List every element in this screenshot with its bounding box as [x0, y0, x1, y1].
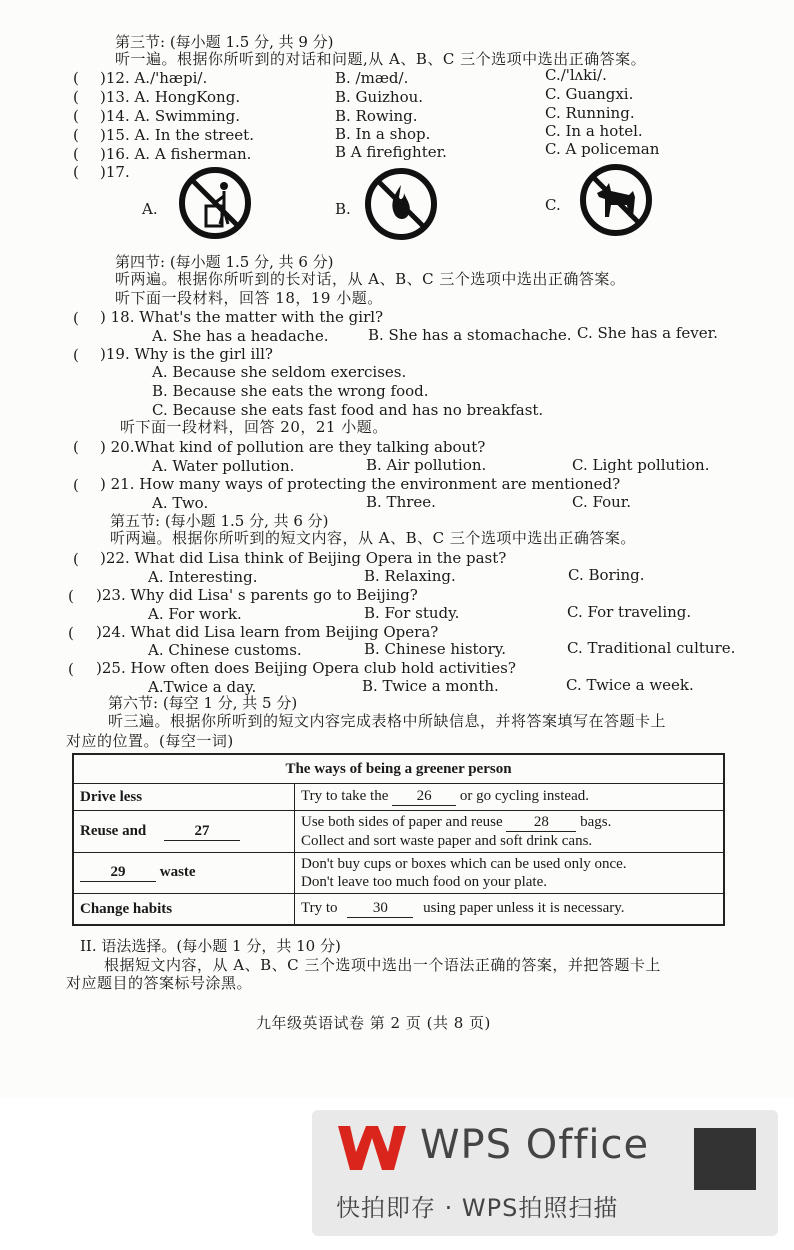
option-c: C./'lʌki/. [545, 66, 607, 84]
option-c: C. A policeman [545, 140, 660, 158]
option-c: C. Because she eats fast food and has no breakfast. [152, 401, 544, 419]
option-a: A. [142, 200, 158, 218]
answer-paren: ( [73, 346, 79, 364]
question-25: )25. How often does Beijing Opera club hold activities? [96, 659, 516, 677]
option-c: C. Boring. [568, 566, 645, 584]
table-row-label [73, 853, 295, 894]
table-row-label: Change habits [73, 894, 295, 926]
table-row-content [295, 853, 725, 894]
answer-paren: ( [68, 660, 74, 678]
part2-instruction2: 对应题目的答案标号涂黑。 [66, 974, 253, 992]
part2-title: II. 语法选择。(每小题 1 分，共 10 分) [80, 937, 341, 955]
option-b: B. Twice a month. [362, 677, 499, 695]
answer-paren: ( [73, 309, 79, 327]
table-header: The ways of being a greener person [73, 754, 724, 784]
table-text: Reuse and [80, 822, 147, 839]
option-b: B. Rowing. [335, 107, 418, 125]
option-a: A. Chinese customs. [148, 641, 302, 659]
answer-paren: ( [68, 587, 74, 605]
option-b: B. /mæd/. [335, 69, 409, 87]
question-16: )16. A. A fisherman. [100, 145, 252, 163]
option-b: B. Relaxing. [364, 567, 456, 585]
table-line [301, 813, 717, 832]
section6-instruction1: 听三遍。根据你所听到的短文内容完成表格中所缺信息，并将答案填写在答题卡上 [108, 712, 667, 730]
table-line: Collect and sort waste paper and soft drink cans. [301, 833, 593, 849]
blank-26: 26 [392, 788, 456, 806]
table-row-content [295, 894, 725, 926]
option-c: C. Light pollution. [572, 456, 710, 474]
section3-instruction: 听一遍。根据你所听到的对话和问题,从 A、B、C 三个选项中选出正确答案。 [115, 50, 647, 68]
option-a: A. She has a headache. [152, 327, 329, 345]
section4-instruction: 听两遍。根据你所听到的长对话，从 A、B、C 三个选项中选出正确答案。 [115, 270, 626, 288]
answer-paren: ( [73, 145, 79, 163]
question-18: ) 18. What's the matter with the girl? [100, 308, 384, 326]
option-b: B. Guizhou. [335, 88, 424, 106]
table-text: or go cycling instead. [459, 788, 589, 804]
no-fire-icon [364, 167, 438, 241]
option-c: C. For traveling. [567, 603, 692, 621]
table-row-content [295, 811, 725, 853]
option-a: A. Because she seldom exercises. [152, 363, 407, 381]
question-19: )19. Why is the girl ill? [100, 345, 273, 363]
table-text: bags. [580, 814, 612, 830]
question-22: )22. What did Lisa think of Beijing Opera in the past? [100, 549, 507, 567]
wps-subtitle: 快拍即存 · WPS拍照扫描 [336, 1194, 619, 1222]
option-a: A. Interesting. [148, 568, 258, 586]
greener-person-table [72, 753, 725, 926]
answer-paren: ( [73, 126, 79, 144]
answer-paren: ( [73, 88, 79, 106]
option-b: B. In a shop. [335, 125, 431, 143]
table-text: Try to take the [301, 788, 389, 804]
table-row-label: Drive less [73, 784, 295, 811]
wps-watermark [312, 1110, 778, 1236]
blank-30: 30 [347, 900, 413, 918]
blank-27: 27 [164, 823, 240, 841]
no-dogs-icon [579, 163, 653, 237]
table-line: Don't leave too much food on your plate. [301, 874, 547, 890]
answer-paren: ( [73, 438, 79, 456]
no-littering-icon [178, 166, 252, 240]
option-b: B. [335, 200, 351, 218]
question-21: ) 21. How many ways of protecting the environment are mentioned? [100, 475, 621, 493]
question-14: )14. A. Swimming. [100, 107, 241, 125]
option-c: C. Guangxi. [545, 85, 634, 103]
option-b: B. Air pollution. [366, 456, 487, 474]
section4-sub1: 听下面一段材料，回答 18，19 小题。 [115, 289, 383, 307]
option-c: C. [545, 196, 561, 214]
qr-code-icon [694, 1128, 756, 1190]
option-b: B. Chinese history. [364, 640, 507, 658]
option-b: B. Three. [366, 493, 436, 511]
table-text: Try to [301, 900, 338, 916]
answer-paren: ( [73, 69, 79, 87]
question-17: )17. [100, 163, 130, 181]
question-24: )24. What did Lisa learn from Beijing Opera? [96, 623, 439, 641]
question-12: )12. A./'hæpi/. [100, 69, 208, 87]
question-23: )23. Why did Lisa' s parents go to Beijing? [96, 586, 418, 604]
option-c: C. Twice a week. [566, 676, 694, 694]
option-a: A.Twice a day. [148, 678, 257, 696]
table-text: Use both sides of paper and reuse [301, 814, 503, 830]
option-c: C. In a hotel. [545, 122, 643, 140]
wps-title: WPS Office [420, 1122, 650, 1168]
option-b: B. She has a stomachache. [368, 326, 572, 344]
section6-instruction2: 对应的位置。(每空一词) [66, 732, 234, 750]
option-b: B A firefighter. [335, 143, 447, 161]
option-c: C. Running. [545, 104, 635, 122]
option-c: C. Four. [572, 493, 632, 511]
option-b: B. Because she eats the wrong food. [152, 382, 429, 400]
section5-title: 第五节: (每小题 1.5 分, 共 6 分) [110, 512, 329, 530]
option-a: A. Water pollution. [152, 457, 295, 475]
answer-paren: ( [73, 476, 79, 494]
section3-title: 第三节: (每小题 1.5 分, 共 9 分) [115, 33, 334, 51]
option-a: A. Two. [152, 494, 209, 512]
table-line: Don't buy cups or boxes which can be used only once. [301, 856, 627, 872]
question-20: ) 20.What kind of pollution are they talking about? [100, 438, 486, 456]
answer-paren: ( [73, 163, 79, 181]
wps-logo-icon [336, 1124, 408, 1172]
table-text: using paper unless it is necessary. [423, 900, 625, 916]
option-b: B. For study. [364, 604, 460, 622]
answer-paren: ( [73, 550, 79, 568]
blank-29: 29 [80, 864, 156, 882]
answer-paren: ( [68, 624, 74, 642]
section4-title: 第四节: (每小题 1.5 分, 共 6 分) [115, 253, 334, 271]
table-text: waste [159, 864, 196, 880]
section4-sub2: 听下面一段材料，回答 20，21 小题。 [120, 418, 388, 436]
page-footer: 九年级英语试卷 第 2 页 (共 8 页) [256, 1014, 491, 1032]
part2-instruction1: 根据短文内容，从 A、B、C 三个选项中选出一个语法正确的答案，并把答题卡上 [104, 956, 661, 974]
table-row-content [295, 784, 725, 811]
option-a: A. For work. [148, 605, 242, 623]
blank-28: 28 [506, 813, 576, 832]
section6-title: 第六节: (每空 1 分, 共 5 分) [108, 694, 298, 712]
answer-paren: ( [73, 107, 79, 125]
section5-instruction: 听两遍。根据你所听到的短文内容，从 A、B、C 三个选项中选出正确答案。 [110, 529, 636, 547]
table-row-label [73, 811, 295, 853]
question-15: )15. A. In the street. [100, 126, 254, 144]
option-c: C. She has a fever. [577, 324, 718, 342]
question-13: )13. A. HongKong. [100, 88, 241, 106]
option-c: C. Traditional culture. [567, 639, 736, 657]
